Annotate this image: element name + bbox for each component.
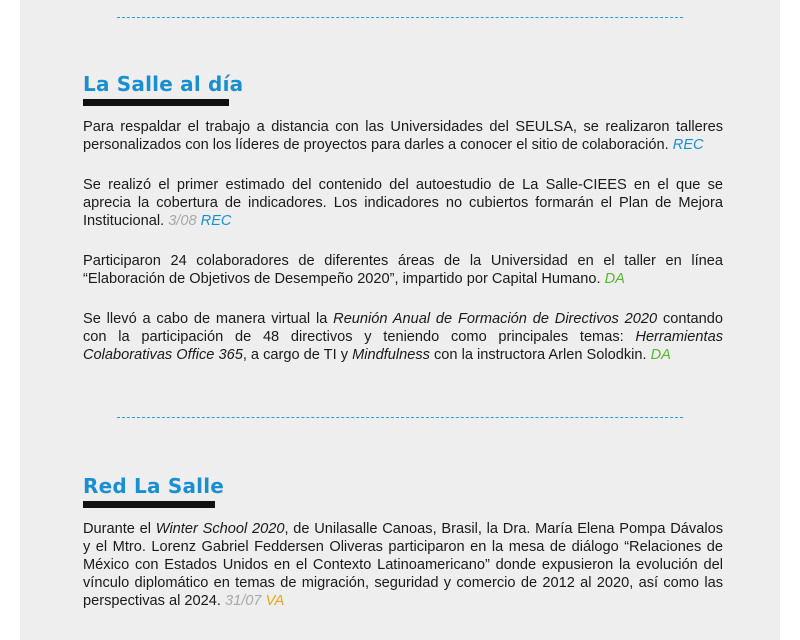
news-item (83, 310, 723, 364)
section-title-underline (83, 99, 229, 106)
top-divider (117, 17, 683, 18)
event-name: Reunión Anual de Formación de Directivos 2020 (333, 311, 658, 327)
news-item-date: 31/07 (224, 593, 262, 609)
news-item-tag: REC (200, 213, 232, 229)
news-item (83, 252, 723, 288)
topic-name: Herramientas Colaborativas Office 365 (83, 329, 723, 363)
event-name: Winter School 2020 (155, 521, 285, 537)
news-item-text: Se realizó el primer estimado del contenido del autoestudio de La Salle-CIEES en el que se aprecia la cobertura de indicadores. Los indicadores no cubiertos formarán el Plan de Mejora Institucional. (83, 177, 723, 229)
news-item (83, 520, 723, 610)
news-item-date: 3/08 (168, 213, 197, 229)
section-title-red-la-salle: Red La Salle (83, 474, 225, 498)
news-item (83, 118, 723, 154)
news-item-text: con la instructora Arlen Solodkin. (429, 347, 647, 363)
news-item-text: , a cargo de TI y (242, 347, 353, 363)
news-item-text: contando con la participación de 48 directivos y teniendo como principales temas: (83, 311, 723, 345)
section-title-la-salle-al-dia: La Salle al día (83, 72, 244, 96)
news-item-text: Se llevó a cabo de manera virtual la (83, 311, 334, 327)
topic-name: Mindfulness (352, 347, 430, 363)
section-divider (117, 417, 683, 418)
section-title-underline (83, 501, 215, 508)
news-item-tag: REC (672, 137, 704, 153)
news-item-tag: DA (604, 271, 625, 287)
news-item-text: Para respaldar el trabajo a distancia con las Universidades del SEULSA, se realizaron talleres personalizados con los líderes de proyectos para darles a conocer el sitio de colaboración. (83, 119, 723, 153)
news-item-tag: DA (650, 347, 671, 363)
news-item-text: , de Unilasalle Canoas, Brasil, la Dra. María Elena Pompa Dávalos y el Mtro. Lorenz Gabriel Feddersen Oliveras participaron en la mesa de diálogo “Relaciones de México con Estados Unidos en el Contexto Latinoamericano” donde expusieron la evolución del vínculo diplomático en temas de migración, seguridad y comercio de 2012 al 2020, así como las perspectivas al 2024. (83, 521, 723, 609)
news-item (83, 176, 723, 230)
news-item-text: Durante el (83, 521, 156, 537)
news-item-tag: VA (265, 593, 285, 609)
news-item-text: Participaron 24 colaboradores de diferentes áreas de la Universidad en el taller en línea “Elaboración de Objetivos de Desempeño 2020”, impartido por Capital Humano. (83, 253, 723, 287)
